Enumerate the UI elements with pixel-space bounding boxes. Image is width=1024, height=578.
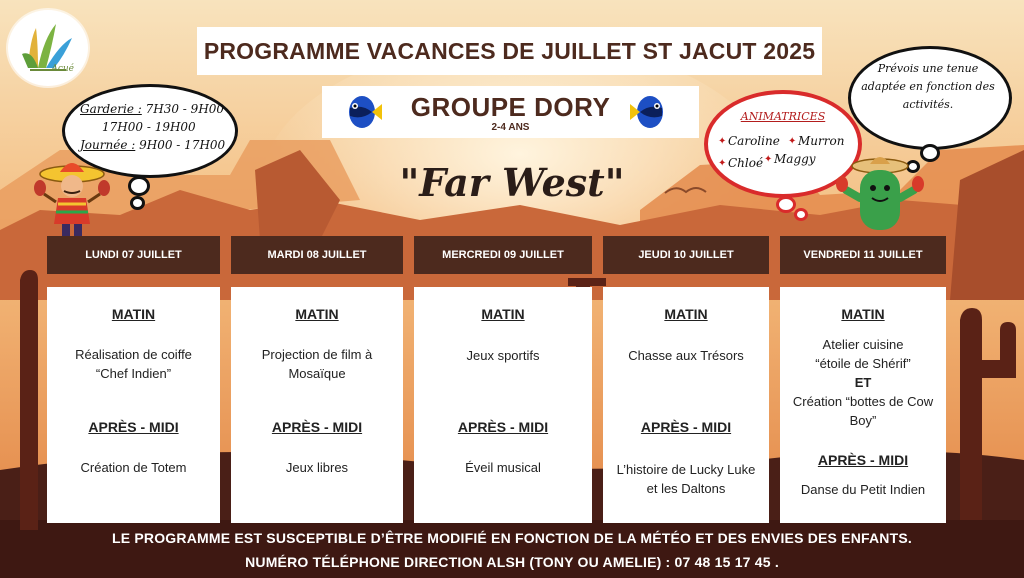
journee-label: Journée : [80,138,136,152]
group-age: 2-4 ANS [491,122,530,133]
day-card [414,287,592,523]
thought-dot [776,196,796,213]
theme-title: "Far West" [399,160,625,205]
logo [8,10,88,86]
dory-fish-icon [630,94,670,130]
tenue-message [856,60,1000,114]
day-card [603,287,769,523]
cactus-mascot-icon [834,154,926,236]
animatrices-title: ANIMATRICES [740,110,826,123]
dory-fish-icon [342,94,382,130]
activity-line: “étoile de Shérif” [815,356,911,371]
group-name: GROUPE DORY [410,92,611,122]
sparkle-icon: ✦ [718,158,727,169]
activity-line: Atelier cuisine [822,337,904,352]
afternoon-title: APRÈS - MIDI [817,452,909,468]
morning-activity [53,345,214,383]
sparkle-icon: ✦ [764,154,773,165]
morning-activity [420,346,586,365]
day-card [780,287,946,523]
activity-line: Jeux libres [285,460,349,475]
activity-line: “Chef Indien” [95,366,172,381]
activity-line: Création de Totem [80,460,187,475]
day-header: MARDI 08 JUILLET [231,236,403,274]
garderie-time-2: 17H00 - 19H00 [102,120,196,134]
day-header: MERCREDI 09 JUILLET [414,236,592,274]
tenue-line: activités. [902,98,954,111]
activity-connector: ET [854,375,872,390]
activity-line: et les Daltons [646,481,726,496]
morning-title: MATIN [664,306,708,322]
mexican-boy-icon [30,158,114,238]
activity-line: Jeux sportifs [466,348,540,363]
morning-title: MATIN [111,306,156,322]
morning-activity [609,346,763,365]
afternoon-title: APRÈS - MIDI [457,419,549,435]
day-card [47,287,220,523]
animatrice-name: Caroline [728,134,780,148]
activity-line: Projection de film à [261,347,373,362]
morning-activity [786,335,940,430]
morning-title: MATIN [295,306,339,322]
activity-line: Boy” [849,413,877,428]
activity-line: L’histoire de Lucky Luke [616,462,756,477]
day-card [231,287,403,523]
day-header: JEUDI 10 JUILLET [603,236,769,274]
afternoon-activity [420,458,586,477]
title-banner [197,27,822,75]
page-title: PROGRAMME VACANCES DE JUILLET ST JACUT 2025 [203,37,816,64]
morning-activity [237,345,397,383]
tenue-line: adaptée en fonction des [861,80,995,93]
afternoon-activity [786,480,940,499]
morning-title: MATIN [481,306,525,322]
animatrice-name: Murron [798,134,845,148]
day-header: LUNDI 07 JUILLET [47,236,220,274]
garderie-label: Garderie : [80,102,142,116]
afternoon-activity [53,458,214,477]
tenue-line: Prévois une tenue [877,62,979,75]
logo-mark-icon [8,10,88,86]
garderie-hours [80,100,230,154]
activity-line: Chasse aux Trésors [628,348,744,363]
thought-dot [128,176,150,196]
animatrice-name: Chloé [728,156,764,170]
sparkle-icon: ✦ [788,136,797,147]
garderie-time-1: 7H30 - 9H00 [145,102,225,116]
activity-line: Réalisation de coiffe [75,347,192,362]
activity-line: Création “bottes de Cow [792,394,934,409]
logo-text: Acué [51,64,74,74]
afternoon-activity [237,458,397,477]
afternoon-title: APRÈS - MIDI [640,419,732,435]
activity-line: Danse du Petit Indien [800,482,926,497]
afternoon-title: APRÈS - MIDI [88,419,179,435]
sparkle-icon: ✦ [718,136,727,147]
activity-line: Mosaïque [288,366,346,381]
activity-line: Éveil musical [465,460,541,475]
journee-time: 9H00 - 17H00 [139,138,226,152]
footer-disclaimer: LE PROGRAMME EST SUSCEPTIBLE D’ÊTRE MODIFIÉ EN FONCTION DE LA MÉTÉO ET DES ENVIES DES ENFANTS. [111,530,913,546]
morning-title: MATIN [841,306,885,322]
afternoon-activity [609,460,763,498]
day-header: VENDREDI 11 JUILLET [780,236,946,274]
footer-phone: NUMÉRO TÉLÉPHONE DIRECTION ALSH (TONY OU AMELIE) : 07 48 15 17 45 . [245,554,779,570]
thought-dot [130,196,145,210]
animatrice-name: Maggy [774,152,816,166]
thought-dot [794,208,808,221]
afternoon-title: APRÈS - MIDI [271,419,363,435]
